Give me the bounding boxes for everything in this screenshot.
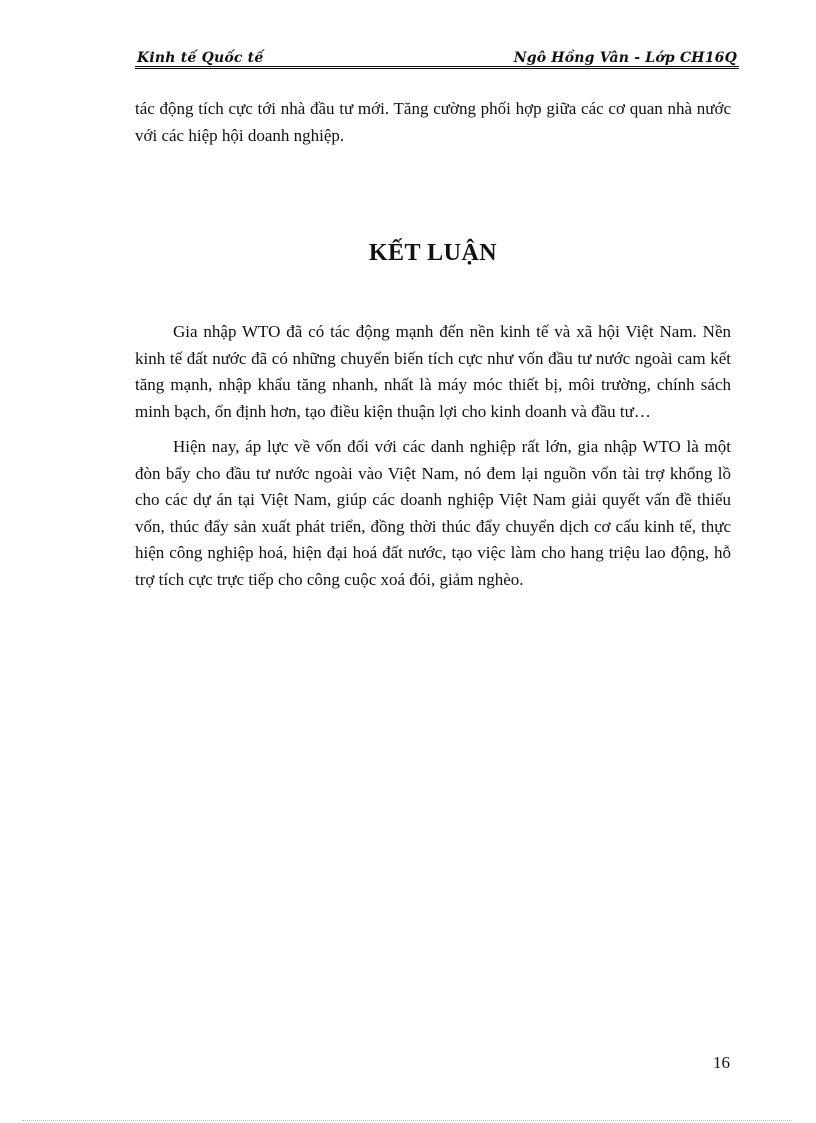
continued-paragraph: [135, 96, 731, 158]
section-title: KẾT LUẬN: [368, 240, 498, 266]
running-header: [135, 48, 739, 68]
page-number: 16: [713, 1053, 730, 1072]
header-author-class: Ngô Hồng Vân - Lớp CH16Q: [513, 50, 737, 66]
footer-dotted-line: [22, 1120, 792, 1121]
header-divider: [135, 66, 739, 69]
conclusion-paragraph-2: Hiện nay, áp lực về vốn đối với các danh nghiệp rất lớn, gia nhập WTO là một đòn bẩy cho đầu tư nước ngoài vào Việt Nam, nó đem lại nguồn vốn tài trợ khổng lồ cho các dự án tại Việt Nam, giúp các doanh nghiệp Việt Nam giải quyết vấn đề thiếu vốn, thúc đẩy sản xuất phát triển, đồng thời thúc đẩy chuyển dịch cơ cấu kinh tế, thực hiện công nghiệp hoá, hiện đại hoá đất nước, tạo việc làm cho hang triệu lao động, hỗ trợ tích cực trực tiếp cho công cuộc xoá đói, giảm nghèo.: [135, 437, 731, 589]
header-course-title: Kinh tế Quốc tế: [137, 50, 264, 66]
conclusion-paragraph-1: Gia nhập WTO đã có tác động mạnh đến nền kinh tế và xã hội Việt Nam. Nền kinh tế đất nước đã có những chuyển biến tích cực như vốn đầu tư nước ngoài cam kết tăng mạnh, nhập khẩu tăng nhanh, nhất là máy móc thiết bị, môi trường, chính sách minh bạch, ổn định hơn, tạo điều kiện thuận lợi cho kinh doanh và đầu tư…: [135, 322, 731, 421]
conclusion-body: [135, 319, 731, 602]
intro-paragraph-text: tác động tích cực tới nhà đầu tư mới. Tăng cường phối hợp giữa các cơ quan nhà nước với các hiệp hội doanh nghiệp.: [135, 99, 731, 145]
